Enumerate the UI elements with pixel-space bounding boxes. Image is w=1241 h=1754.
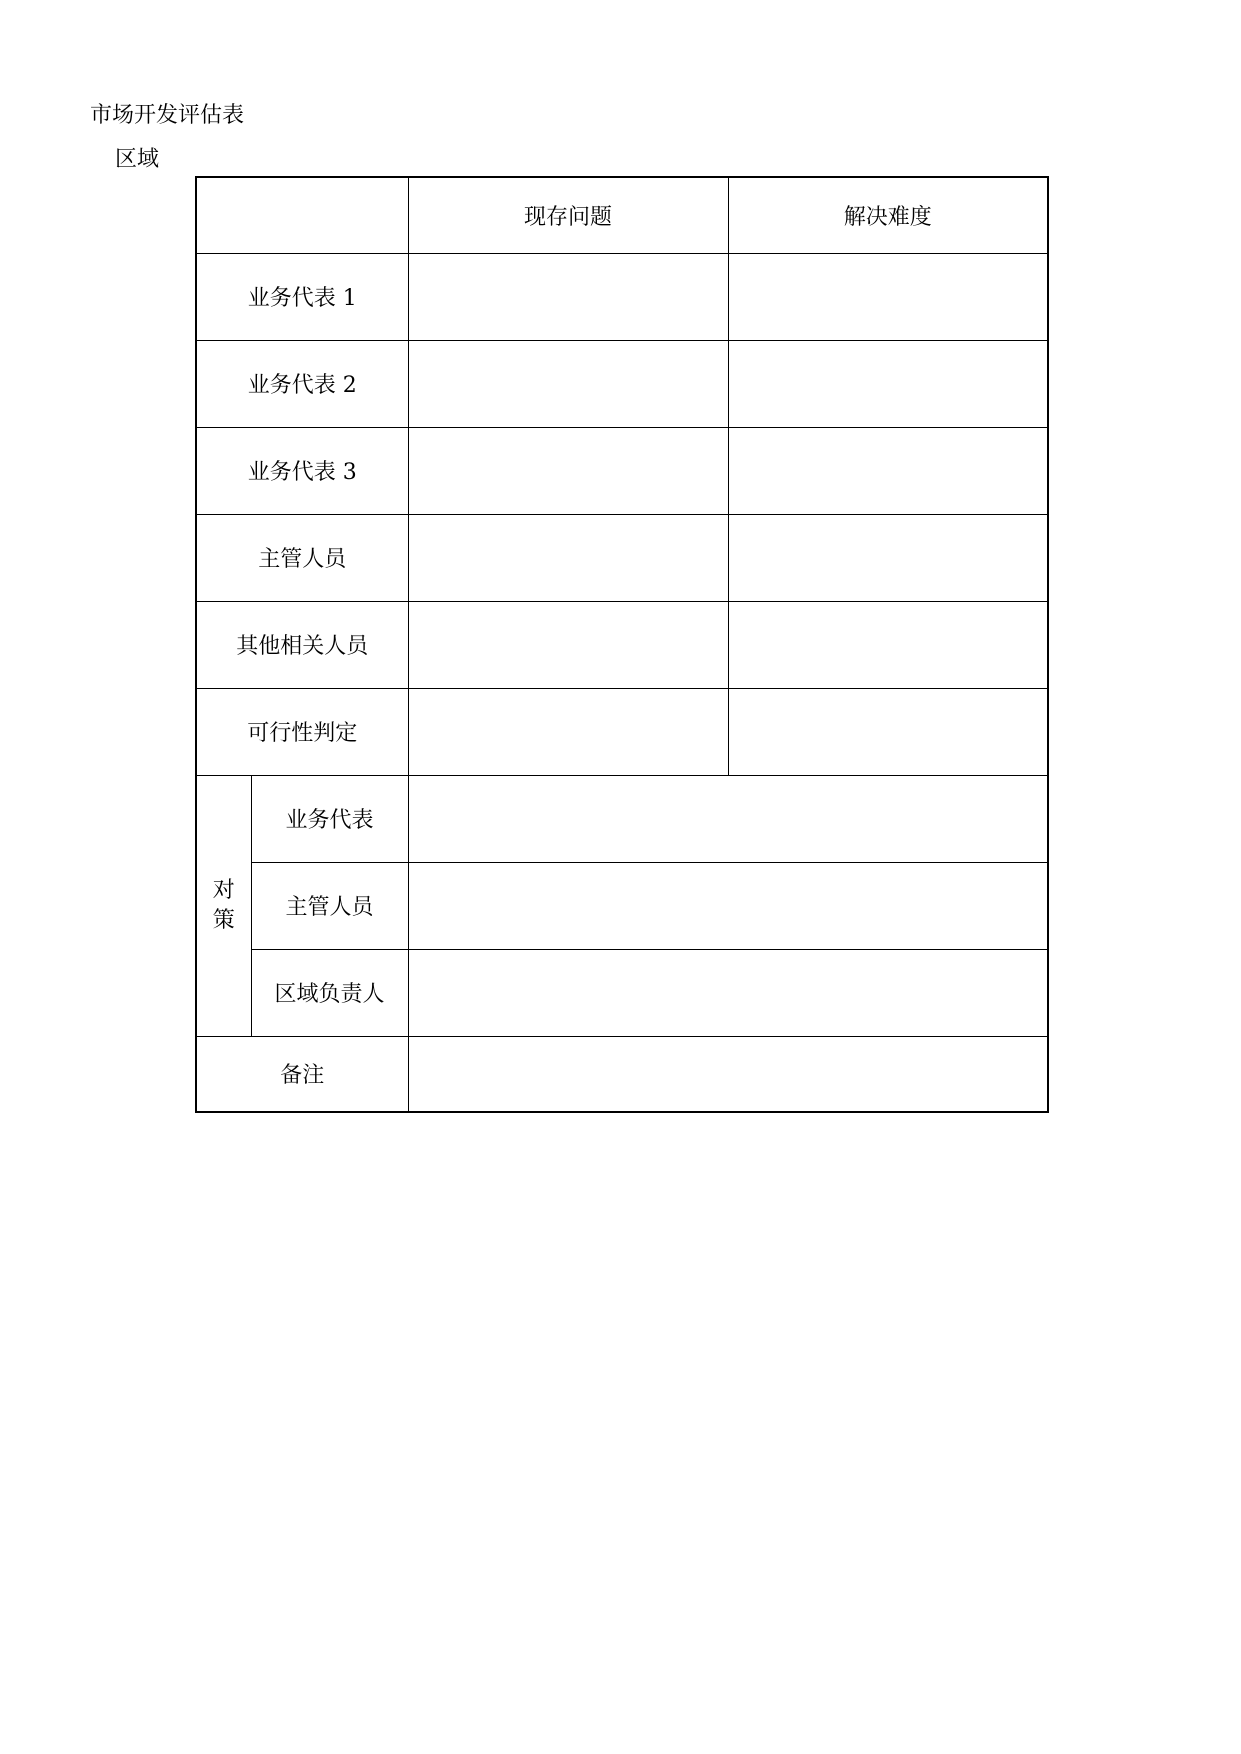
issues-cell[interactable]: [408, 514, 728, 601]
issues-cell[interactable]: [408, 427, 728, 514]
remarks-value-cell[interactable]: [408, 1036, 1048, 1112]
row-number: 3: [342, 460, 357, 485]
table-row: [196, 601, 1048, 688]
countermeasure-label: 业务代表: [251, 775, 408, 862]
countermeasure-group-label: 对策: [212, 877, 235, 933]
issues-cell[interactable]: [408, 340, 728, 427]
difficulty-cell[interactable]: [728, 340, 1048, 427]
row-label-cell: [196, 340, 408, 427]
issues-cell[interactable]: [408, 601, 728, 688]
difficulty-cell[interactable]: [728, 514, 1048, 601]
issues-cell[interactable]: [408, 253, 728, 340]
evaluation-table: [195, 176, 1049, 1113]
countermeasure-row: [196, 862, 1048, 949]
countermeasure-value-cell[interactable]: [408, 862, 1048, 949]
table-row: [196, 253, 1048, 340]
table-row: [196, 427, 1048, 514]
countermeasure-label: 区域负责人: [251, 949, 408, 1036]
row-label: 可行性判定: [196, 688, 408, 775]
row-label-cell: [196, 427, 408, 514]
row-label: 业务代表: [247, 286, 336, 311]
document-title: 市场开发评估表: [90, 103, 245, 128]
row-label: 业务代表: [247, 373, 336, 398]
header-issues: 现存问题: [408, 177, 728, 253]
header-difficulty: 解决难度: [728, 177, 1048, 253]
remarks-label: 备注: [196, 1036, 408, 1112]
row-label: 主管人员: [196, 514, 408, 601]
difficulty-cell[interactable]: [728, 601, 1048, 688]
difficulty-cell[interactable]: [728, 427, 1048, 514]
table-row: [196, 340, 1048, 427]
issues-cell[interactable]: [408, 688, 728, 775]
header-blank-cell: [196, 177, 408, 253]
region-label: 区域: [115, 147, 160, 172]
header-row: [196, 177, 1048, 253]
countermeasure-row: [196, 775, 1048, 862]
difficulty-cell[interactable]: [728, 253, 1048, 340]
row-label: 业务代表: [247, 460, 336, 485]
countermeasure-value-cell[interactable]: [408, 949, 1048, 1036]
countermeasure-value-cell[interactable]: [408, 775, 1048, 862]
countermeasure-group-label-cell: [196, 775, 251, 1036]
row-number: 2: [342, 373, 357, 398]
row-label: 其他相关人员: [196, 601, 408, 688]
countermeasure-row: [196, 949, 1048, 1036]
difficulty-cell[interactable]: [728, 688, 1048, 775]
row-number: 1: [342, 286, 357, 311]
row-label-cell: [196, 253, 408, 340]
table-row: [196, 688, 1048, 775]
countermeasure-label: 主管人员: [251, 862, 408, 949]
table-row: [196, 514, 1048, 601]
remarks-row: [196, 1036, 1048, 1112]
